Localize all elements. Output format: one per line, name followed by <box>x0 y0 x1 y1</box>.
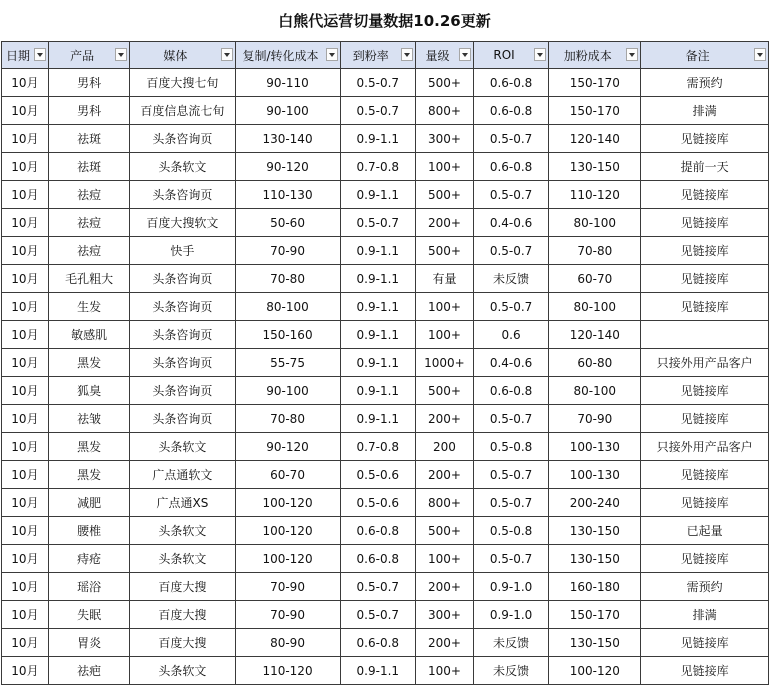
cell-volume[interactable]: 有量 <box>416 265 474 293</box>
cell-cost[interactable]: 80-90 <box>235 629 340 657</box>
table-row <box>2 349 769 377</box>
cell-media[interactable]: 百度信息流七旬 <box>130 97 235 125</box>
table-row <box>2 153 769 181</box>
cell-date[interactable]: 10月 <box>2 377 49 405</box>
cell-media[interactable]: 头条软文 <box>130 433 235 461</box>
cell-product[interactable]: 毛孔粗大 <box>48 265 129 293</box>
column-header-date <box>2 42 49 69</box>
column-header-media <box>130 42 235 69</box>
cell-fan-cost[interactable]: 100-130 <box>549 433 641 461</box>
cell-fan-rate[interactable]: 0.9-1.1 <box>340 377 416 405</box>
table-row <box>2 573 769 601</box>
cell-media[interactable]: 快手 <box>130 237 235 265</box>
cell-volume[interactable]: 100+ <box>416 153 474 181</box>
cell-fan-rate[interactable]: 0.9-1.1 <box>340 237 416 265</box>
cell-roi[interactable]: 0.4-0.6 <box>473 349 549 377</box>
cell-volume[interactable]: 100+ <box>416 545 474 573</box>
data-table <box>1 41 769 685</box>
cell-product[interactable]: 祛斑 <box>48 125 129 153</box>
cell-volume[interactable]: 200 <box>416 433 474 461</box>
cell-roi[interactable]: 0.9-1.0 <box>473 573 549 601</box>
cell-product[interactable]: 祛痘 <box>48 181 129 209</box>
table-row <box>2 433 769 461</box>
cell-notes[interactable]: 见链接库 <box>641 237 769 265</box>
cell-date[interactable]: 10月 <box>2 545 49 573</box>
cell-roi[interactable]: 0.5-0.7 <box>473 461 549 489</box>
sheet-title: 白熊代运营切量数据10.26更新 <box>278 12 491 30</box>
cell-volume[interactable]: 300+ <box>416 601 474 629</box>
cell-notes[interactable]: 需预约 <box>641 573 769 601</box>
column-header-volume <box>416 42 474 69</box>
cell-cost[interactable]: 70-80 <box>235 405 340 433</box>
cell-media[interactable]: 头条软文 <box>130 153 235 181</box>
cell-volume[interactable]: 800+ <box>416 489 474 517</box>
column-header-cost <box>235 42 340 69</box>
cell-notes[interactable]: 见链接库 <box>641 405 769 433</box>
cell-roi[interactable]: 未反馈 <box>473 629 549 657</box>
table-row <box>2 377 769 405</box>
cell-notes[interactable]: 见链接库 <box>641 293 769 321</box>
column-header-product <box>48 42 129 69</box>
cell-cost[interactable]: 100-120 <box>235 489 340 517</box>
cell-volume[interactable]: 300+ <box>416 125 474 153</box>
cell-cost[interactable]: 90-120 <box>235 433 340 461</box>
cell-fan-rate[interactable]: 0.9-1.1 <box>340 321 416 349</box>
cell-fan-rate[interactable]: 0.6-0.8 <box>340 629 416 657</box>
cell-fan-cost[interactable]: 70-90 <box>549 405 641 433</box>
filter-dropdown-icon[interactable] <box>626 48 638 61</box>
cell-volume[interactable]: 500+ <box>416 377 474 405</box>
cell-volume[interactable]: 500+ <box>416 69 474 97</box>
cell-date[interactable]: 10月 <box>2 69 49 97</box>
cell-fan-cost[interactable]: 150-170 <box>549 97 641 125</box>
cell-date[interactable]: 10月 <box>2 461 49 489</box>
cell-fan-cost[interactable]: 200-240 <box>549 489 641 517</box>
cell-date[interactable]: 10月 <box>2 489 49 517</box>
cell-roi[interactable]: 0.5-0.8 <box>473 433 549 461</box>
cell-product[interactable]: 男科 <box>48 97 129 125</box>
cell-fan-cost[interactable]: 80-100 <box>549 377 641 405</box>
column-header-roi <box>473 42 549 69</box>
filter-dropdown-icon[interactable] <box>459 48 471 61</box>
cell-fan-rate[interactable]: 0.5-0.7 <box>340 601 416 629</box>
cell-notes[interactable] <box>641 321 769 349</box>
cell-roi[interactable]: 0.5-0.7 <box>473 545 549 573</box>
cell-fan-rate[interactable]: 0.9-1.1 <box>340 405 416 433</box>
header-label: 媒体 <box>163 48 188 63</box>
cell-fan-rate[interactable]: 0.5-0.6 <box>340 461 416 489</box>
table-row <box>2 601 769 629</box>
cell-fan-cost[interactable]: 130-150 <box>549 629 641 657</box>
cell-media[interactable]: 头条咨询页 <box>130 125 235 153</box>
cell-notes[interactable]: 见链接库 <box>641 489 769 517</box>
cell-media[interactable]: 头条咨询页 <box>130 405 235 433</box>
cell-fan-cost[interactable]: 160-180 <box>549 573 641 601</box>
cell-notes[interactable]: 见链接库 <box>641 181 769 209</box>
cell-product[interactable]: 狐臭 <box>48 377 129 405</box>
table-row <box>2 657 769 685</box>
cell-cost[interactable]: 130-140 <box>235 125 340 153</box>
cell-cost[interactable]: 90-100 <box>235 97 340 125</box>
cell-product[interactable]: 祛皱 <box>48 405 129 433</box>
cell-fan-rate[interactable]: 0.5-0.7 <box>340 209 416 237</box>
cell-cost[interactable]: 50-60 <box>235 209 340 237</box>
table-row <box>2 293 769 321</box>
cell-volume[interactable]: 500+ <box>416 181 474 209</box>
cell-cost[interactable]: 90-120 <box>235 153 340 181</box>
cell-date[interactable]: 10月 <box>2 97 49 125</box>
cell-cost[interactable]: 100-120 <box>235 517 340 545</box>
cell-media[interactable]: 百度大搜软文 <box>130 209 235 237</box>
cell-date[interactable]: 10月 <box>2 433 49 461</box>
cell-date[interactable]: 10月 <box>2 321 49 349</box>
cell-volume[interactable]: 100+ <box>416 293 474 321</box>
cell-cost[interactable]: 70-90 <box>235 237 340 265</box>
cell-fan-rate[interactable]: 0.7-0.8 <box>340 433 416 461</box>
cell-fan-cost[interactable]: 150-170 <box>549 601 641 629</box>
header-label: 量级 <box>425 48 450 63</box>
cell-notes[interactable]: 提前一天 <box>641 153 769 181</box>
cell-cost[interactable]: 90-110 <box>235 69 340 97</box>
cell-notes[interactable]: 见链接库 <box>641 545 769 573</box>
cell-notes[interactable]: 排满 <box>641 601 769 629</box>
cell-roi[interactable]: 0.5-0.7 <box>473 293 549 321</box>
cell-date[interactable]: 10月 <box>2 181 49 209</box>
cell-notes[interactable]: 见链接库 <box>641 377 769 405</box>
cell-product[interactable]: 祛痘 <box>48 209 129 237</box>
table-row <box>2 405 769 433</box>
cell-fan-cost[interactable]: 110-120 <box>549 181 641 209</box>
cell-media[interactable]: 百度大搜 <box>130 573 235 601</box>
cell-volume[interactable]: 200+ <box>416 461 474 489</box>
cell-roi[interactable]: 未反馈 <box>473 657 549 685</box>
cell-notes[interactable]: 见链接库 <box>641 657 769 685</box>
cell-roi[interactable]: 0.4-0.6 <box>473 209 549 237</box>
cell-date[interactable]: 10月 <box>2 629 49 657</box>
cell-media[interactable]: 广点通软文 <box>130 461 235 489</box>
table-row <box>2 181 769 209</box>
cell-date[interactable]: 10月 <box>2 209 49 237</box>
cell-notes[interactable]: 只接外用产品客户 <box>641 433 769 461</box>
cell-product[interactable]: 祛痘 <box>48 237 129 265</box>
cell-fan-cost[interactable]: 80-100 <box>549 293 641 321</box>
cell-cost[interactable]: 110-130 <box>235 181 340 209</box>
cell-date[interactable]: 10月 <box>2 405 49 433</box>
cell-fan-cost[interactable]: 130-150 <box>549 545 641 573</box>
cell-cost[interactable]: 150-160 <box>235 321 340 349</box>
cell-roi[interactable]: 0.6-0.8 <box>473 153 549 181</box>
cell-notes[interactable]: 只接外用产品客户 <box>641 349 769 377</box>
header-label: 备注 <box>685 48 710 63</box>
header-row <box>2 42 769 69</box>
cell-media[interactable]: 头条咨询页 <box>130 293 235 321</box>
cell-date[interactable]: 10月 <box>2 657 49 685</box>
cell-volume[interactable]: 100+ <box>416 321 474 349</box>
table-row <box>2 69 769 97</box>
filter-dropdown-icon[interactable] <box>34 48 46 61</box>
table-row <box>2 489 769 517</box>
table-row <box>2 461 769 489</box>
cell-notes[interactable]: 见链接库 <box>641 209 769 237</box>
cell-date[interactable]: 10月 <box>2 265 49 293</box>
cell-volume[interactable]: 200+ <box>416 629 474 657</box>
cell-product[interactable]: 痔疮 <box>48 545 129 573</box>
cell-date[interactable]: 10月 <box>2 237 49 265</box>
table-row <box>2 629 769 657</box>
cell-cost[interactable]: 80-100 <box>235 293 340 321</box>
cell-fan-cost[interactable]: 130-150 <box>549 517 641 545</box>
cell-date[interactable]: 10月 <box>2 293 49 321</box>
cell-roi[interactable]: 0.5-0.7 <box>473 181 549 209</box>
cell-fan-cost[interactable]: 60-80 <box>549 349 641 377</box>
cell-fan-rate[interactable]: 0.9-1.1 <box>340 265 416 293</box>
cell-volume[interactable]: 200+ <box>416 405 474 433</box>
cell-date[interactable]: 10月 <box>2 573 49 601</box>
cell-product[interactable]: 黑发 <box>48 433 129 461</box>
cell-roi[interactable]: 0.6-0.8 <box>473 377 549 405</box>
cell-fan-rate[interactable]: 0.6-0.8 <box>340 517 416 545</box>
cell-cost[interactable]: 60-70 <box>235 461 340 489</box>
cell-media[interactable]: 百度大搜 <box>130 601 235 629</box>
column-header-fan-cost <box>549 42 641 69</box>
filter-dropdown-icon[interactable] <box>401 48 413 61</box>
column-header-notes <box>641 42 769 69</box>
cell-volume[interactable]: 200+ <box>416 209 474 237</box>
cell-notes[interactable]: 见链接库 <box>641 629 769 657</box>
column-header-fan-rate <box>340 42 416 69</box>
cell-date[interactable]: 10月 <box>2 349 49 377</box>
cell-roi[interactable]: 0.5-0.7 <box>473 125 549 153</box>
cell-cost[interactable]: 100-120 <box>235 545 340 573</box>
cell-product[interactable]: 腰椎 <box>48 517 129 545</box>
cell-product[interactable]: 胃炎 <box>48 629 129 657</box>
cell-cost[interactable]: 90-100 <box>235 377 340 405</box>
cell-fan-cost[interactable]: 70-80 <box>549 237 641 265</box>
cell-fan-cost[interactable]: 60-70 <box>549 265 641 293</box>
cell-fan-rate[interactable]: 0.9-1.1 <box>340 657 416 685</box>
cell-fan-cost[interactable]: 100-130 <box>549 461 641 489</box>
cell-product[interactable]: 敏感肌 <box>48 321 129 349</box>
cell-media[interactable]: 头条咨询页 <box>130 321 235 349</box>
cell-fan-cost[interactable]: 80-100 <box>549 209 641 237</box>
cell-roi[interactable]: 0.5-0.7 <box>473 237 549 265</box>
cell-roi[interactable]: 0.6-0.8 <box>473 97 549 125</box>
cell-fan-rate[interactable]: 0.5-0.7 <box>340 97 416 125</box>
cell-media[interactable]: 广点通XS <box>130 489 235 517</box>
cell-media[interactable]: 头条软文 <box>130 657 235 685</box>
cell-media[interactable]: 头条咨询页 <box>130 377 235 405</box>
table-row <box>2 237 769 265</box>
cell-product[interactable]: 祛斑 <box>48 153 129 181</box>
cell-volume[interactable]: 800+ <box>416 97 474 125</box>
table-row <box>2 545 769 573</box>
table-row <box>2 321 769 349</box>
cell-media[interactable]: 头条咨询页 <box>130 349 235 377</box>
cell-notes[interactable]: 需预约 <box>641 69 769 97</box>
cell-fan-rate[interactable]: 0.5-0.7 <box>340 573 416 601</box>
cell-media[interactable]: 百度大搜七旬 <box>130 69 235 97</box>
cell-media[interactable]: 头条软文 <box>130 517 235 545</box>
cell-product[interactable]: 男科 <box>48 69 129 97</box>
cell-notes[interactable]: 见链接库 <box>641 461 769 489</box>
cell-fan-cost[interactable]: 150-170 <box>549 69 641 97</box>
table-row <box>2 209 769 237</box>
cell-product[interactable]: 黑发 <box>48 461 129 489</box>
filter-dropdown-icon[interactable] <box>115 48 127 61</box>
cell-notes[interactable]: 排满 <box>641 97 769 125</box>
table-row <box>2 125 769 153</box>
header-label: 产品 <box>70 48 95 63</box>
cell-fan-cost[interactable]: 130-150 <box>549 153 641 181</box>
cell-media[interactable]: 头条咨询页 <box>130 265 235 293</box>
table-row <box>2 517 769 545</box>
table-row <box>2 265 769 293</box>
cell-cost[interactable]: 110-120 <box>235 657 340 685</box>
cell-roi[interactable]: 0.5-0.8 <box>473 517 549 545</box>
cell-fan-rate[interactable]: 0.9-1.1 <box>340 293 416 321</box>
header-label: 复制/转化成本 <box>242 48 319 63</box>
cell-product[interactable]: 生发 <box>48 293 129 321</box>
cell-fan-cost[interactable]: 120-140 <box>549 125 641 153</box>
header-label: 日期 <box>5 48 30 63</box>
cell-roi[interactable]: 未反馈 <box>473 265 549 293</box>
cell-volume[interactable]: 500+ <box>416 237 474 265</box>
cell-fan-rate[interactable]: 0.9-1.1 <box>340 125 416 153</box>
cell-date[interactable]: 10月 <box>2 601 49 629</box>
cell-product[interactable]: 失眠 <box>48 601 129 629</box>
cell-cost[interactable]: 70-90 <box>235 573 340 601</box>
cell-date[interactable]: 10月 <box>2 153 49 181</box>
cell-volume[interactable]: 500+ <box>416 517 474 545</box>
cell-fan-rate[interactable]: 0.5-0.7 <box>340 69 416 97</box>
filter-dropdown-icon[interactable] <box>326 48 338 61</box>
filter-dropdown-icon[interactable] <box>534 48 546 61</box>
cell-notes[interactable]: 见链接库 <box>641 125 769 153</box>
cell-cost[interactable]: 70-90 <box>235 601 340 629</box>
cell-cost[interactable]: 70-80 <box>235 265 340 293</box>
cell-roi[interactable]: 0.6-0.8 <box>473 69 549 97</box>
cell-notes[interactable]: 见链接库 <box>641 265 769 293</box>
header-label: 到粉率 <box>352 48 389 63</box>
cell-date[interactable]: 10月 <box>2 517 49 545</box>
cell-media[interactable]: 头条软文 <box>130 545 235 573</box>
cell-product[interactable]: 黑发 <box>48 349 129 377</box>
cell-volume[interactable]: 1000+ <box>416 349 474 377</box>
cell-fan-cost[interactable]: 100-120 <box>549 657 641 685</box>
cell-product[interactable]: 祛疤 <box>48 657 129 685</box>
cell-cost[interactable]: 55-75 <box>235 349 340 377</box>
cell-fan-rate[interactable]: 0.5-0.6 <box>340 489 416 517</box>
cell-fan-rate[interactable]: 0.6-0.8 <box>340 545 416 573</box>
header-label: 加粉成本 <box>563 48 612 63</box>
cell-fan-cost[interactable]: 120-140 <box>549 321 641 349</box>
cell-media[interactable]: 百度大搜 <box>130 629 235 657</box>
cell-fan-rate[interactable]: 0.7-0.8 <box>340 153 416 181</box>
cell-roi[interactable]: 0.5-0.7 <box>473 405 549 433</box>
cell-fan-rate[interactable]: 0.9-1.1 <box>340 349 416 377</box>
cell-volume[interactable]: 100+ <box>416 657 474 685</box>
cell-volume[interactable]: 200+ <box>416 573 474 601</box>
cell-product[interactable]: 减肥 <box>48 489 129 517</box>
cell-roi[interactable]: 0.6 <box>473 321 549 349</box>
cell-fan-rate[interactable]: 0.9-1.1 <box>340 181 416 209</box>
cell-roi[interactable]: 0.5-0.7 <box>473 489 549 517</box>
filter-dropdown-icon[interactable] <box>221 48 233 61</box>
table-row <box>2 97 769 125</box>
filter-dropdown-icon[interactable] <box>754 48 766 61</box>
cell-product[interactable]: 瑶浴 <box>48 573 129 601</box>
cell-notes[interactable]: 已起量 <box>641 517 769 545</box>
header-label: ROI <box>493 48 515 62</box>
cell-media[interactable]: 头条咨询页 <box>130 181 235 209</box>
cell-date[interactable]: 10月 <box>2 125 49 153</box>
cell-roi[interactable]: 0.9-1.0 <box>473 601 549 629</box>
